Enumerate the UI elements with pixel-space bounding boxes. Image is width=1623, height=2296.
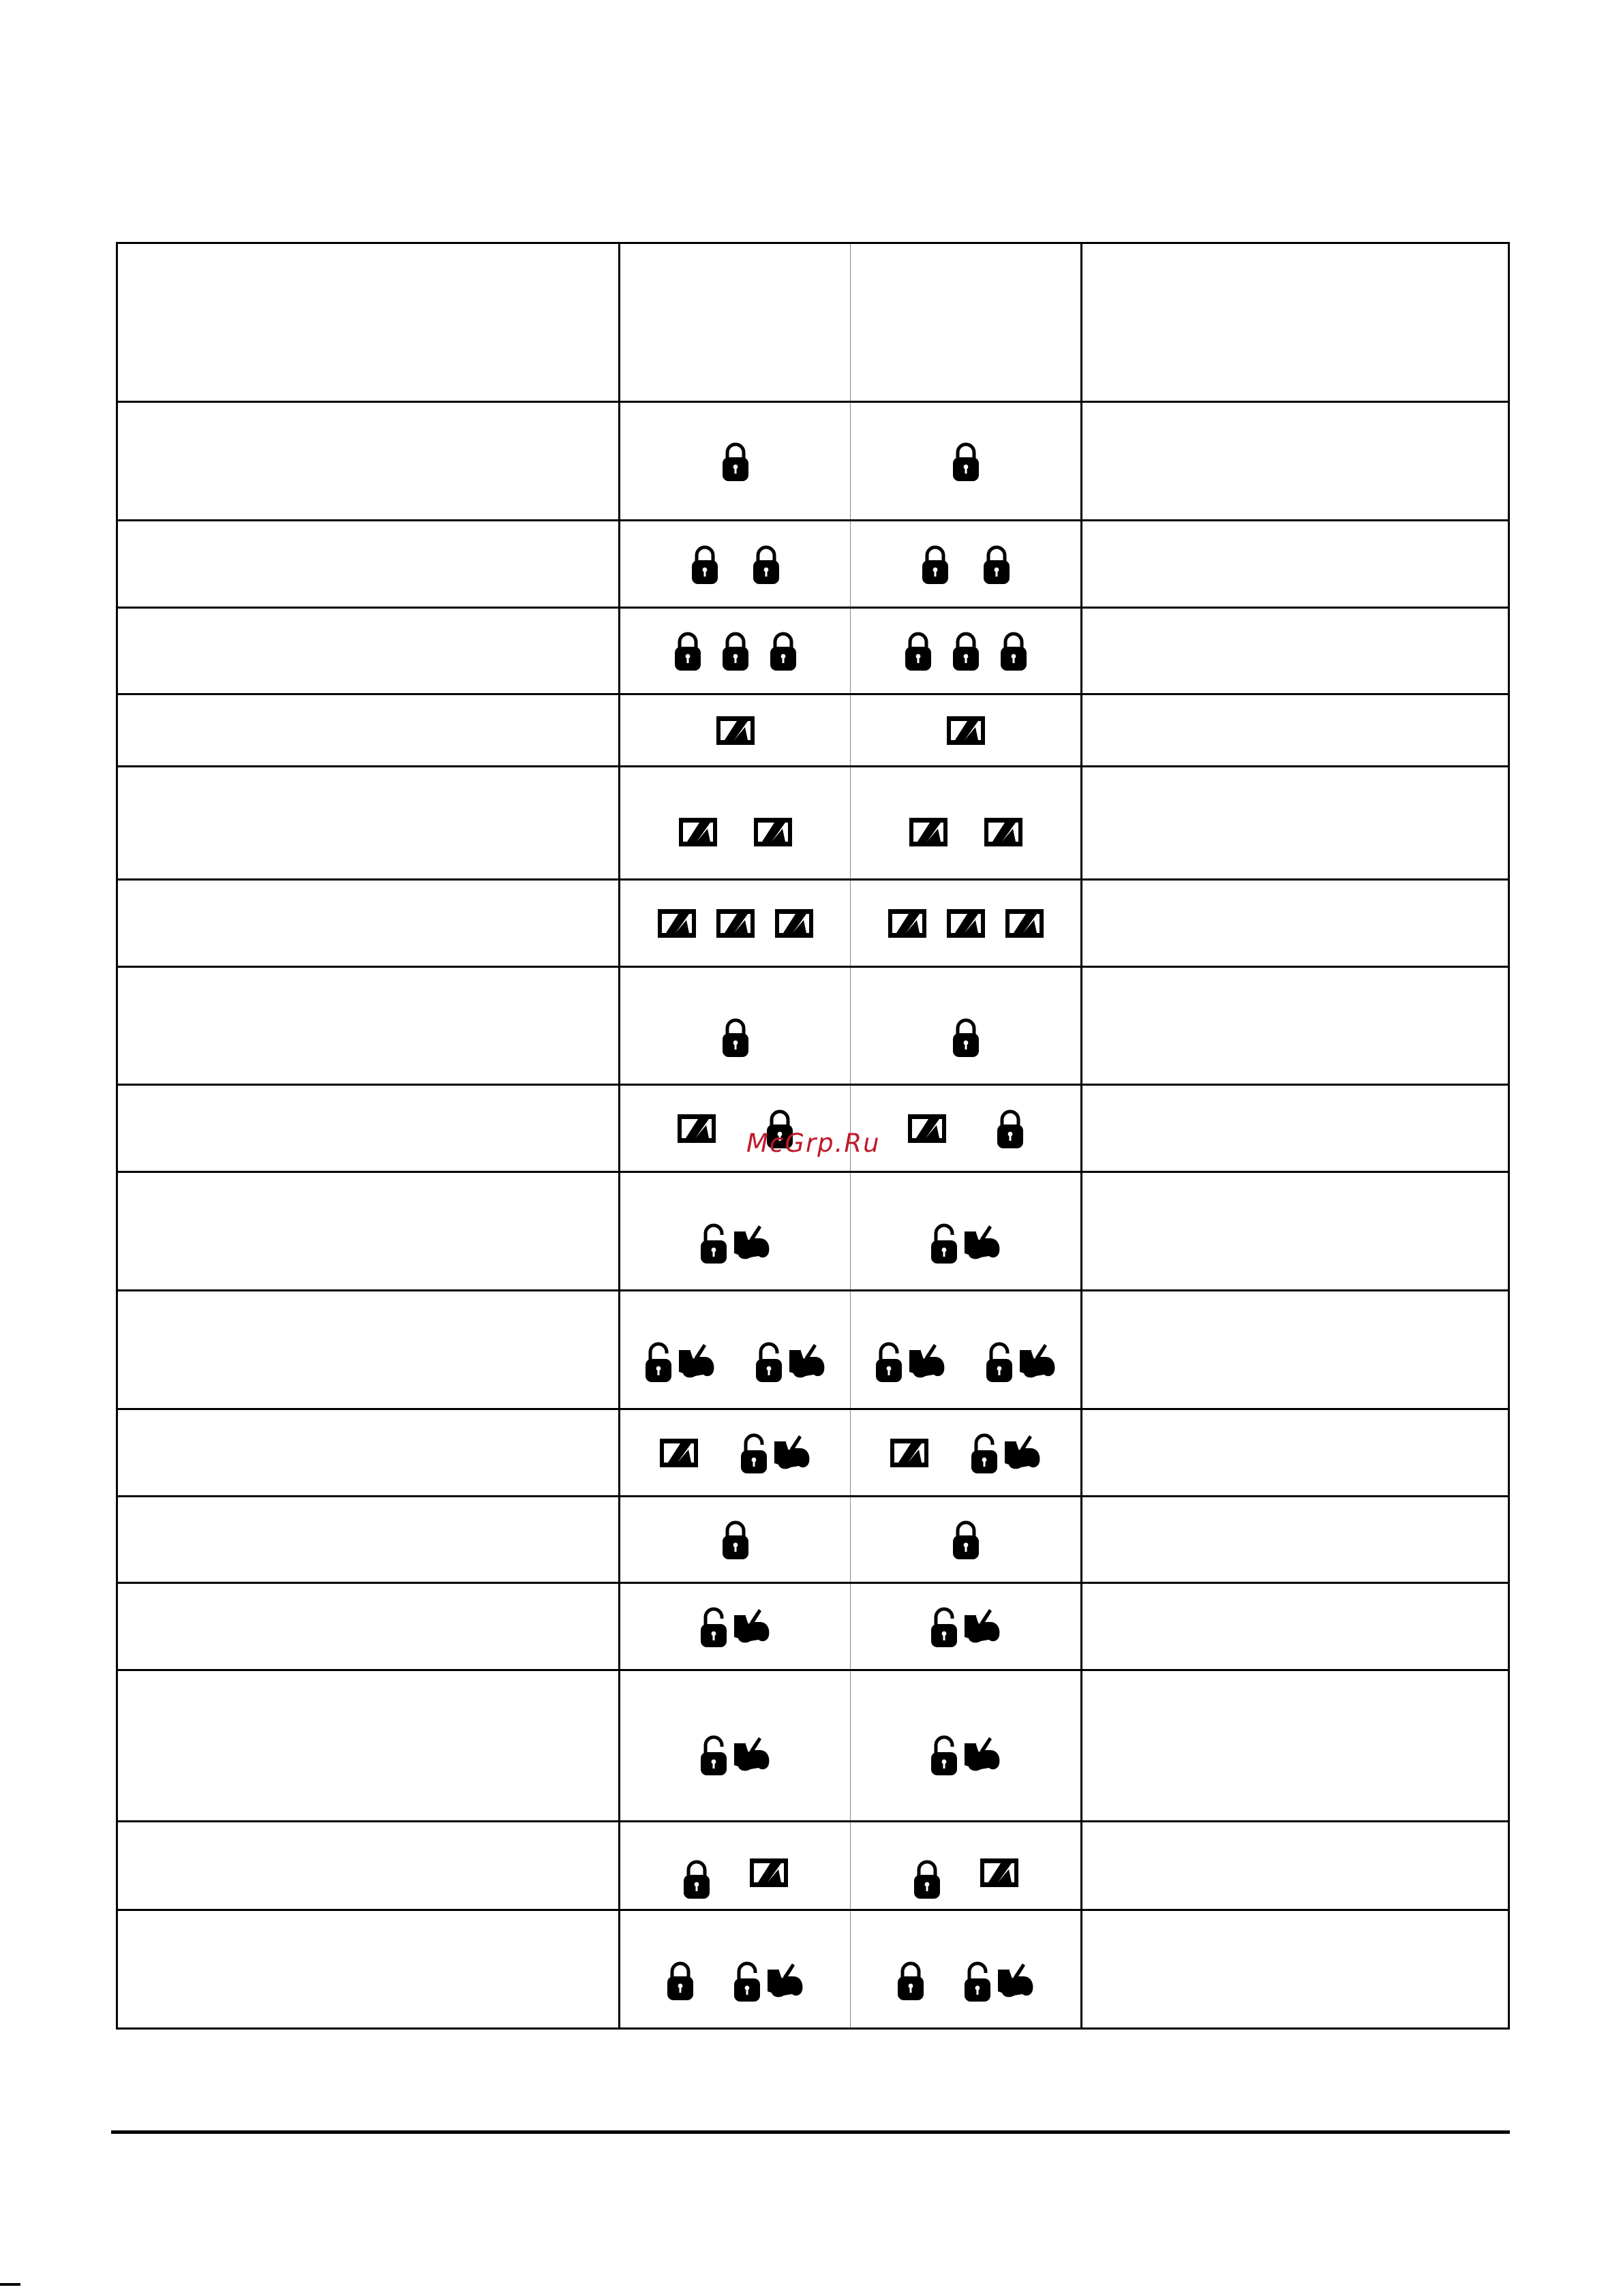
table-row: [117, 1910, 1509, 2029]
unlock-icon: [986, 1341, 1013, 1383]
function-cell: [117, 1910, 620, 2029]
button-group: [722, 441, 749, 482]
unlock-icon: [971, 1432, 998, 1474]
button-combo-cell: [620, 402, 851, 521]
notes-cell: [1082, 767, 1509, 880]
unlock-icon: [700, 1606, 727, 1648]
table-row: [117, 608, 1509, 694]
function-cell: [117, 1172, 620, 1291]
siren-icon: [1005, 909, 1044, 938]
button-group: [930, 1734, 1001, 1776]
button-combo-cell: [851, 1409, 1082, 1497]
button-group: [683, 1858, 710, 1899]
trunk-icon: [1002, 1432, 1042, 1474]
siren-icon: [890, 1439, 928, 1467]
button-group: [722, 630, 749, 671]
button-group: [971, 1432, 1042, 1474]
unlock-icon: [964, 1960, 991, 2002]
table-row: [117, 880, 1509, 967]
siren-icon: [888, 909, 926, 938]
button-group: [716, 716, 755, 745]
siren-icon: [716, 909, 755, 938]
button-group: [930, 1606, 1001, 1648]
function-cell: [117, 1291, 620, 1409]
siren-icon: [716, 716, 755, 745]
trunk-icon: [962, 1734, 1001, 1776]
button-group: [750, 1858, 788, 1887]
lock-icon: [897, 1960, 924, 2001]
function-cell: [117, 1822, 620, 1910]
unlock-icon: [700, 1222, 727, 1264]
button-group: [908, 1114, 946, 1143]
lock-icon: [722, 441, 749, 482]
button-group: [1000, 630, 1027, 671]
button-group: [660, 1439, 698, 1467]
button-group: [980, 1858, 1018, 1887]
unlock-icon: [930, 1222, 958, 1264]
lock-icon: [983, 544, 1010, 585]
button-group: [722, 1017, 749, 1058]
notes-cell: [1082, 402, 1509, 521]
trunk-icon: [787, 1341, 826, 1383]
trunk-icon: [962, 1222, 1001, 1264]
unlock-icon: [740, 1432, 768, 1474]
siren-icon: [658, 909, 696, 938]
button-group: [658, 909, 696, 938]
button-combo-cell: [620, 1172, 851, 1291]
unlock-icon: [755, 1341, 783, 1383]
unlock-icon: [700, 1734, 727, 1776]
notes-cell: [1082, 694, 1509, 767]
trunk-icon: [772, 1432, 811, 1474]
trunk-icon: [765, 1960, 804, 2002]
trunk-icon: [731, 1606, 771, 1648]
button-group: [952, 630, 980, 671]
table-row: [117, 1822, 1509, 1910]
lock-icon: [922, 544, 949, 585]
function-cell: [117, 767, 620, 880]
lock-icon: [997, 1108, 1024, 1149]
corner-mark: [0, 2283, 20, 2286]
header-cell-notes: [1082, 243, 1509, 402]
button-combo-cell: [851, 1085, 1082, 1172]
button-combo-cell: [620, 694, 851, 767]
table-row: [117, 1497, 1509, 1583]
button-group: [930, 1222, 1001, 1264]
button-combo-cell: [851, 1910, 1082, 2029]
button-group: [755, 1341, 826, 1383]
trunk-icon: [731, 1734, 771, 1776]
button-group: [964, 1960, 1035, 2002]
notes-cell: [1082, 1497, 1509, 1583]
button-group: [875, 1341, 946, 1383]
siren-icon: [908, 1114, 946, 1143]
siren-icon: [984, 818, 1022, 846]
lock-icon: [1000, 630, 1027, 671]
button-group: [897, 1960, 924, 2001]
lock-icon: [913, 1858, 941, 1899]
lock-icon: [722, 1519, 749, 1560]
unlock-icon: [733, 1960, 761, 2002]
siren-icon: [947, 909, 985, 938]
button-combo-cell: [851, 1291, 1082, 1409]
footer-rule: [111, 2130, 1510, 2134]
notes-cell: [1082, 880, 1509, 967]
button-combo-cell: [620, 880, 851, 967]
notes-cell: [1082, 1085, 1509, 1172]
lock-icon: [952, 1519, 980, 1560]
lock-icon: [667, 1960, 694, 2001]
lock-icon: [691, 544, 718, 585]
trunk-icon: [676, 1341, 716, 1383]
button-combo-cell: [620, 1497, 851, 1583]
button-group: [952, 441, 980, 482]
lock-icon: [674, 630, 701, 671]
siren-icon: [678, 1114, 716, 1143]
notes-cell: [1082, 1822, 1509, 1910]
function-cell: [117, 1085, 620, 1172]
button-combo-cell: [851, 1670, 1082, 1822]
notes-cell: [1082, 1409, 1509, 1497]
table-row: [117, 1583, 1509, 1670]
button-group: [952, 1519, 980, 1560]
siren-icon: [679, 818, 717, 846]
button-combo-cell: [620, 1670, 851, 1822]
button-combo-cell: [851, 1172, 1082, 1291]
siren-icon: [980, 1858, 1018, 1887]
siren-icon: [660, 1439, 698, 1467]
function-cell: [117, 967, 620, 1085]
function-cell: [117, 402, 620, 521]
button-group: [722, 1519, 749, 1560]
siren-icon: [754, 818, 792, 846]
button-combo-cell: [620, 1910, 851, 2029]
button-group: [770, 630, 797, 671]
button-group: [909, 818, 947, 846]
button-group: [986, 1341, 1057, 1383]
button-group: [754, 818, 792, 846]
function-cell: [117, 1497, 620, 1583]
button-combo-cell: [620, 521, 851, 608]
trunk-icon: [731, 1222, 771, 1264]
button-group: [913, 1858, 941, 1899]
button-combo-cell: [620, 1409, 851, 1497]
button-group: [922, 544, 949, 585]
button-combo-cell: [620, 967, 851, 1085]
button-group: [753, 544, 780, 585]
header-cell-buttons-b: [851, 243, 1082, 402]
table-row: [117, 967, 1509, 1085]
table-header-row: [117, 243, 1509, 402]
table-row: [117, 1670, 1509, 1822]
button-combo-cell: [620, 608, 851, 694]
trunk-icon: [962, 1606, 1001, 1648]
button-group: [678, 1114, 716, 1143]
unlock-icon: [930, 1734, 958, 1776]
table-row: [117, 1172, 1509, 1291]
trunk-icon: [1017, 1341, 1057, 1383]
siren-icon: [775, 909, 813, 938]
button-combo-cell: [620, 1583, 851, 1670]
button-group: [700, 1606, 771, 1648]
lock-icon: [952, 441, 980, 482]
function-cell: [117, 1583, 620, 1670]
siren-icon: [750, 1858, 788, 1887]
notes-cell: [1082, 1583, 1509, 1670]
button-group: [700, 1734, 771, 1776]
lock-icon: [753, 544, 780, 585]
table-row: [117, 521, 1509, 608]
table-row: [117, 1409, 1509, 1497]
siren-icon: [909, 818, 947, 846]
button-combo-cell: [851, 1583, 1082, 1670]
trunk-icon: [995, 1960, 1035, 2002]
lock-icon: [722, 1017, 749, 1058]
function-cell: [117, 880, 620, 967]
button-combo-cell: [851, 767, 1082, 880]
lock-icon: [683, 1858, 710, 1899]
button-combo-cell: [851, 521, 1082, 608]
button-combo-cell: [851, 880, 1082, 967]
function-cell: [117, 608, 620, 694]
button-combo-cell: [851, 608, 1082, 694]
table-row: [117, 1291, 1509, 1409]
table-row: [117, 694, 1509, 767]
notes-cell: [1082, 1291, 1509, 1409]
notes-cell: [1082, 521, 1509, 608]
header-cell-function: [117, 243, 620, 402]
notes-cell: [1082, 608, 1509, 694]
button-group: [691, 544, 718, 585]
unlock-icon: [645, 1341, 672, 1383]
button-group: [947, 716, 985, 745]
notes-cell: [1082, 1670, 1509, 1822]
button-group: [775, 909, 813, 938]
trunk-icon: [907, 1341, 946, 1383]
notes-cell: [1082, 1910, 1509, 2029]
button-group: [645, 1341, 716, 1383]
lock-icon: [905, 630, 932, 671]
button-combo-cell: [851, 402, 1082, 521]
button-combo-cell: [851, 967, 1082, 1085]
button-combo-cell: [620, 1822, 851, 1910]
button-group: [952, 1017, 980, 1058]
button-group: [997, 1108, 1024, 1149]
table-row: [117, 767, 1509, 880]
button-group: [700, 1222, 771, 1264]
notes-cell: [1082, 1172, 1509, 1291]
button-combo-cell: [851, 1497, 1082, 1583]
button-combo-cell: [851, 1822, 1082, 1910]
unlock-icon: [930, 1606, 958, 1648]
table-row: [117, 402, 1509, 521]
unlock-icon: [875, 1341, 902, 1383]
button-group: [733, 1960, 804, 2002]
lock-icon: [952, 1017, 980, 1058]
notes-cell: [1082, 967, 1509, 1085]
button-combo-cell: [620, 1291, 851, 1409]
function-cell: [117, 1670, 620, 1822]
watermark-text: McGrp.Ru: [746, 1129, 881, 1158]
button-combo-cell: [620, 767, 851, 880]
lock-icon: [722, 630, 749, 671]
lock-icon: [952, 630, 980, 671]
lock-icon: [770, 630, 797, 671]
button-group: [984, 818, 1022, 846]
button-combo-cell: [851, 694, 1082, 767]
button-group: [905, 630, 932, 671]
button-group: [890, 1439, 928, 1467]
button-group: [667, 1960, 694, 2001]
button-group: [740, 1432, 811, 1474]
button-group: [888, 909, 926, 938]
button-group: [674, 630, 701, 671]
function-cell: [117, 694, 620, 767]
siren-icon: [947, 716, 985, 745]
button-group: [716, 909, 755, 938]
button-group: [947, 909, 985, 938]
header-cell-buttons-a: [620, 243, 851, 402]
function-cell: [117, 1409, 620, 1497]
button-group: [679, 818, 717, 846]
button-group: [983, 544, 1010, 585]
function-cell: [117, 521, 620, 608]
button-group: [1005, 909, 1044, 938]
